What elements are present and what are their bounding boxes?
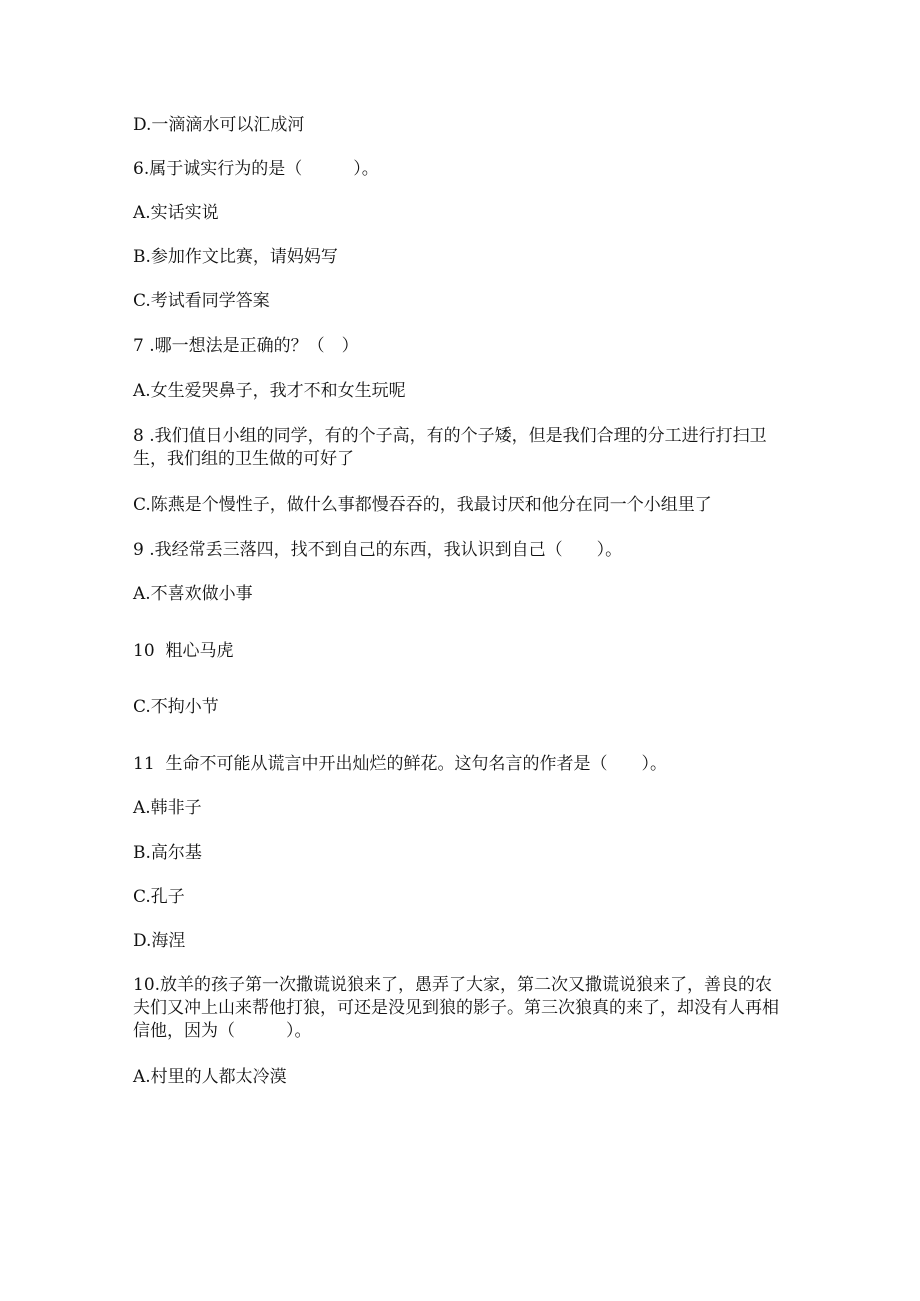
option-d-q11: D.海涅	[133, 931, 186, 951]
option-c-q7: C.陈燕是个慢性子，做什么事都慢吞吞的，我最讨厌和他分在同一个小组里了	[133, 495, 712, 515]
question-9: 9 .我经常丢三落四，找不到自己的东西，我认识到自己（ ）。	[133, 540, 623, 560]
option-b-q11: B.高尔基	[133, 843, 202, 863]
option-c-q6: C.考试看同学答案	[133, 291, 270, 311]
option-b-q6: B.参加作文比赛，请妈妈写	[133, 247, 338, 267]
option-a-q10: A.村里的人都太冷漠	[133, 1067, 287, 1087]
option-a-q7: A.女生爱哭鼻子，我才不和女生玩呢	[133, 381, 406, 401]
question-11: 11 生命不可能从谎言中开出灿烂的鲜花。这句名言的作者是（ ）。	[133, 754, 667, 774]
option-8-q7: 8 .我们值日小组的同学，有的个子高，有的个子矮，但是我们合理的分工进行打扫卫生，我们组的卫生做的可好了	[133, 426, 767, 469]
option-10-q9: 10 粗心马虎	[133, 641, 234, 661]
question-10: 10.放羊的孩子第一次撒谎说狼来了，愚弄了大家，第二次又撒谎说狼来了，善良的农夫们又冲上山来帮他打狼，可还是没见到狼的影子。第三次狼真的来了，却没有人再相信他，因为（ ）。	[133, 975, 779, 1041]
option-a-q9: A.不喜欢做小事	[133, 584, 253, 604]
option-c-q9: C.不拘小节	[133, 697, 219, 717]
option-c-q11: C.孔子	[133, 887, 185, 907]
option-a-q11: A.韩非子	[133, 798, 202, 818]
option-a-q6: A.实话实说	[133, 203, 219, 223]
option-d-q5: D.一滴滴水可以汇成河	[133, 115, 305, 135]
question-7: 7 .哪一想法是正确的？（ ）	[133, 336, 359, 356]
question-6: 6.属于诚实行为的是（ ）。	[133, 159, 379, 179]
